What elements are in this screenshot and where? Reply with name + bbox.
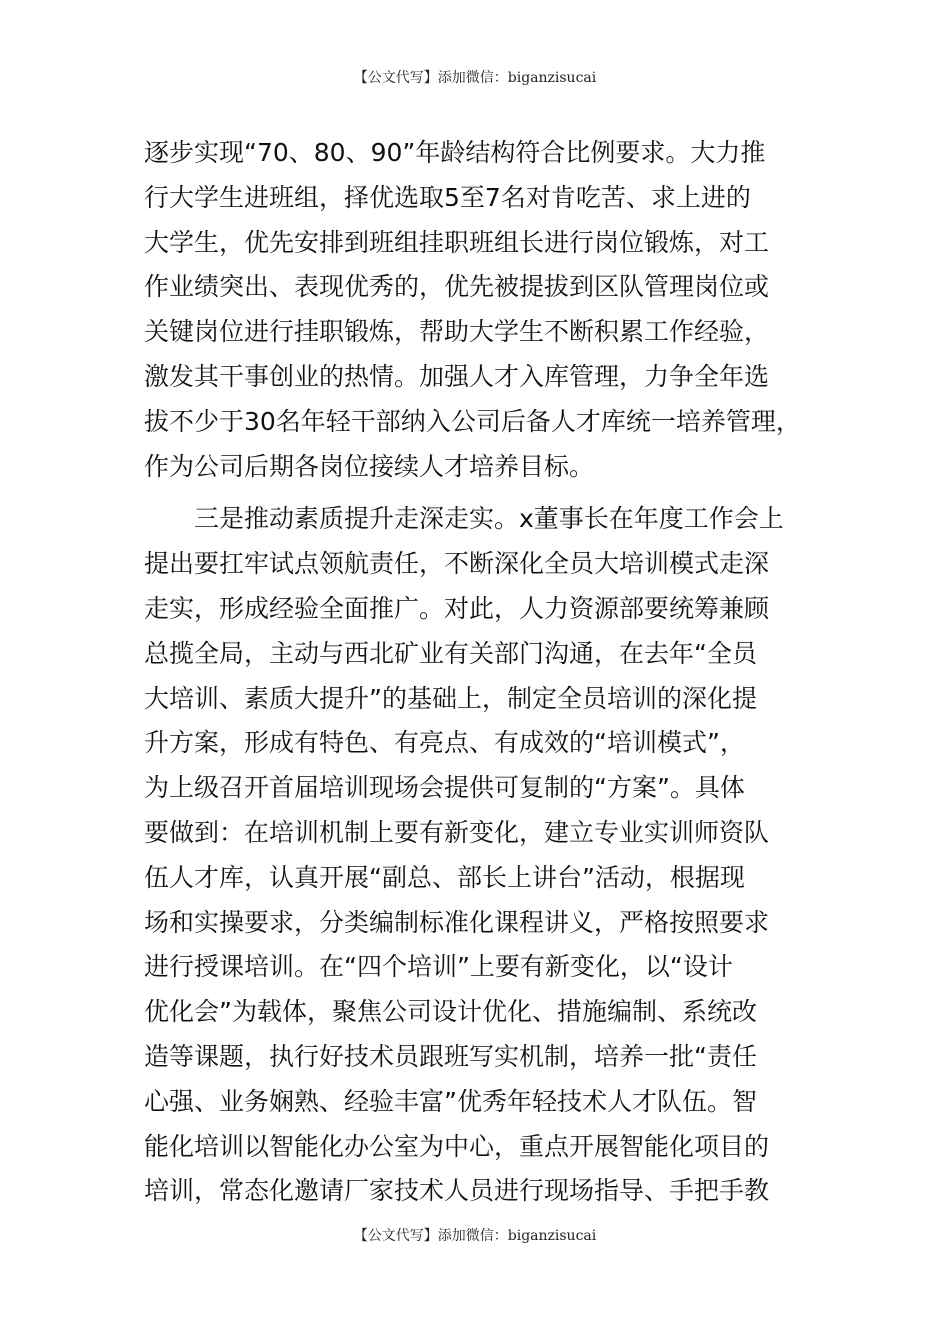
page-footer: 【公文代写】添加微信：biganzisucai	[353, 1228, 597, 1244]
text-line: 逐步实现“70、80、90”年龄结构符合比例要求。大力推	[144, 138, 766, 167]
text-line: 大学生，优先安排到班组挂职班组长进行岗位锻炼，对工	[144, 227, 770, 257]
text-line: 走实，形成经验全面推广。对此，人力资源部要统筹兼顾	[144, 593, 770, 623]
text-line: 培训，常态化邀请厂家技术人员进行现场指导、手把手教	[144, 1176, 770, 1206]
text-line: 场和实操要求，分类编制标准化课程讲义，严格按照要求	[144, 907, 770, 937]
document-body	[144, 131, 834, 1214]
text-line: 能化培训以智能化办公室为中心，重点开展智能化项目的	[144, 1131, 770, 1161]
text-line: 要做到：在培训机制上要有新变化，建立专业实训师资队	[144, 817, 770, 847]
text-line: 关键岗位进行挂职锻炼，帮助大学生不断积累工作经验，	[144, 317, 770, 347]
text-line: 伍人才库，认真开展“副总、部长上讲台”活动，根据现	[144, 862, 745, 892]
text-line: 提出要扛牢试点领航责任，不断深化全员大培训模式走深	[144, 549, 770, 579]
paragraph-1	[144, 131, 834, 489]
page-header: 【公文代写】添加微信：biganzisucai	[353, 70, 597, 86]
text-line: 激发其干事创业的热情。加强人才入库管理，力争全年选	[144, 361, 770, 391]
text-line: 升方案，形成有特色、有亮点、有成效的“培训模式”，	[144, 728, 745, 758]
text-line: 优化会”为载体，聚焦公司设计优化、措施编制、系统改	[144, 997, 757, 1027]
text-line: 进行授课培训。在“四个培训”上要有新变化，以“设计	[144, 952, 733, 982]
text-line: 行大学生进班组，择优选取5至7名对肯吃苦、求上进的	[144, 182, 751, 212]
text-line: 总揽全局，主动与西北矿业有关部门沟通，在去年“全员	[144, 638, 757, 668]
text-line: 造等课题，执行好技术员跟班写实机制，培养一批“责任	[144, 1041, 757, 1071]
text-line: 为上级召开首届培训现场会提供可复制的“方案”。具体	[144, 773, 745, 803]
text-line: 大培训、素质大提升”的基础上，制定全员培训的深化提	[144, 683, 757, 713]
paragraph-gap	[144, 489, 834, 497]
paragraph-2	[144, 497, 834, 1214]
text-line: 作为公司后期各岗位接续人才培养目标。	[144, 451, 595, 481]
text-line: 拔不少于30名年轻干部纳入公司后备人才库统一培养管理，	[144, 406, 801, 436]
text-line: 心强、业务娴熟、经验丰富”优秀年轻技术人才队伍。智	[144, 1086, 757, 1116]
text-line: 三是推动素质提升走深走实。x董事长在年度工作会上	[194, 504, 784, 534]
text-line: 作业绩突出、表现优秀的，优先被提拔到区队管理岗位或	[144, 272, 770, 302]
